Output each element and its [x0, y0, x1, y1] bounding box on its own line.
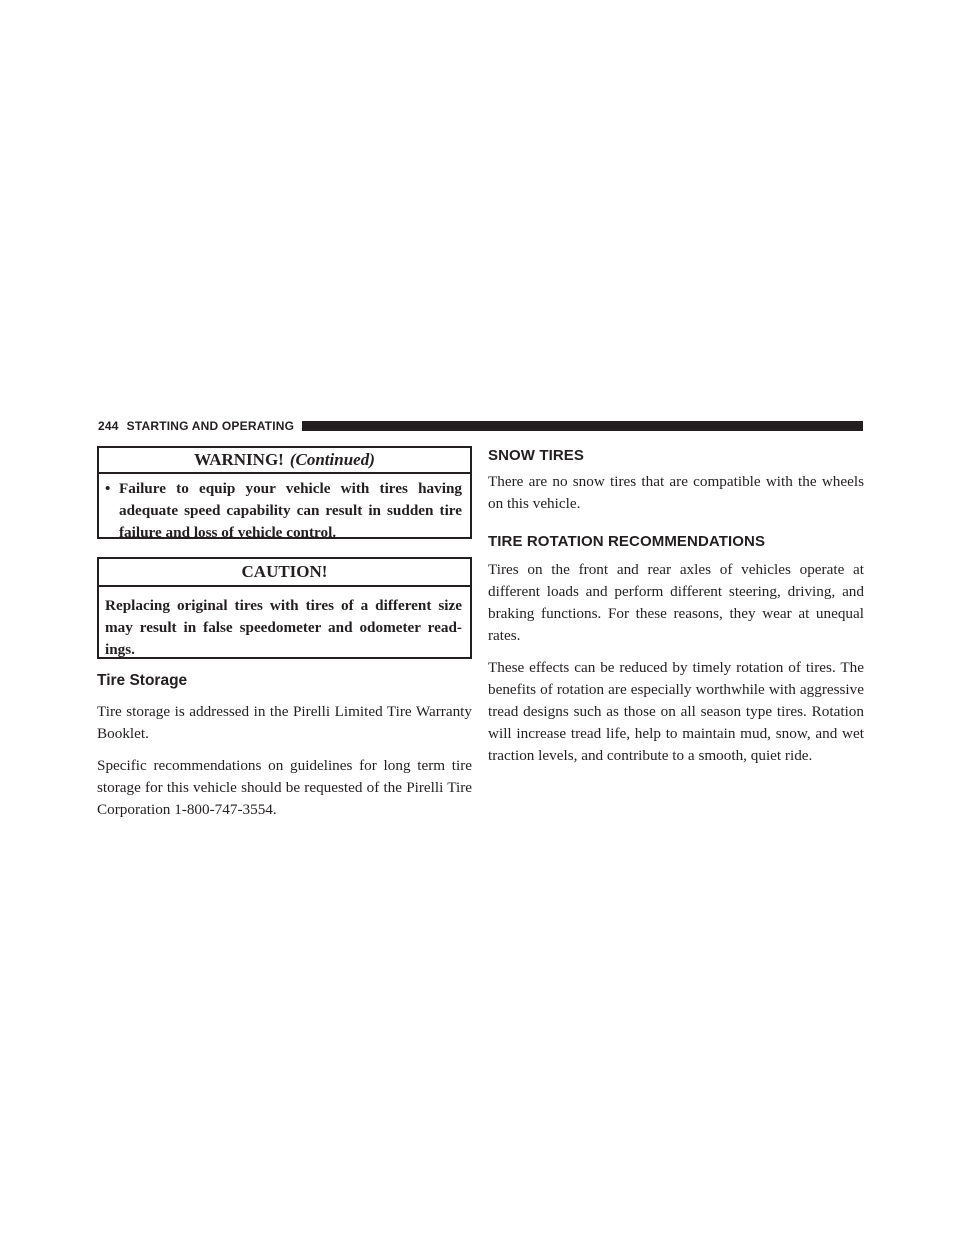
tire-storage-heading: Tire Storage — [97, 672, 188, 689]
tire-storage-paragraph-1: Tire storage is addressed in the Pirelli Limited Tire Warranty Booklet. — [97, 703, 472, 742]
page-header — [98, 418, 863, 434]
caution-title: CAUTION! — [99, 559, 470, 587]
header-rule — [302, 421, 863, 431]
left-column — [97, 446, 472, 821]
tire-rotation-paragraph-1: Tires on the front and rear axles of vehicles operate at different loads and perform different steering, driving, and braking functions. For these reasons, they wear at unequal rates. — [488, 561, 864, 644]
tire-rotation-paragraph-2: These effects can be reduced by timely rotation of tires. The benefits of rotation are especially worthwhile with aggressive tread designs such as those on all season type tires. Rotation will increase tread life, help to maintain mud, snow, and wet traction levels, and contribute to a smooth, quiet ride. — [488, 659, 864, 764]
bullet-icon: • — [105, 480, 111, 497]
warning-text: Failure to equip your vehicle with tires having adequate speed capability can result in sudden tire failure and loss of vehicle control. — [119, 480, 462, 541]
right-column — [488, 446, 864, 767]
warning-box — [97, 446, 472, 539]
snow-tires-paragraph: There are no snow tires that are compatible with the wheels on this vehicle. — [488, 473, 864, 512]
warning-title: WARNING! — [194, 450, 284, 469]
page-number: 244 — [98, 419, 119, 433]
section-title: STARTING AND OPERATING — [126, 419, 295, 433]
caution-box — [97, 557, 472, 659]
tire-rotation-heading: TIRE ROTATION RECOMMENDATIONS — [488, 533, 766, 550]
warning-item — [99, 474, 470, 544]
caution-text: Replacing original tires with tires of a different size may result in false speedometer and odometer read-ings. — [105, 597, 462, 658]
warning-title-bar — [99, 448, 470, 474]
snow-tires-heading: SNOW TIRES — [488, 447, 585, 464]
warning-continued: (Continued) — [289, 450, 375, 469]
tire-storage-paragraph-2: Specific recommendations on guidelines for long term tire storage for this vehicle should be requested of the Pirelli Tire Corporation 1-800-747-3554. — [97, 757, 472, 818]
